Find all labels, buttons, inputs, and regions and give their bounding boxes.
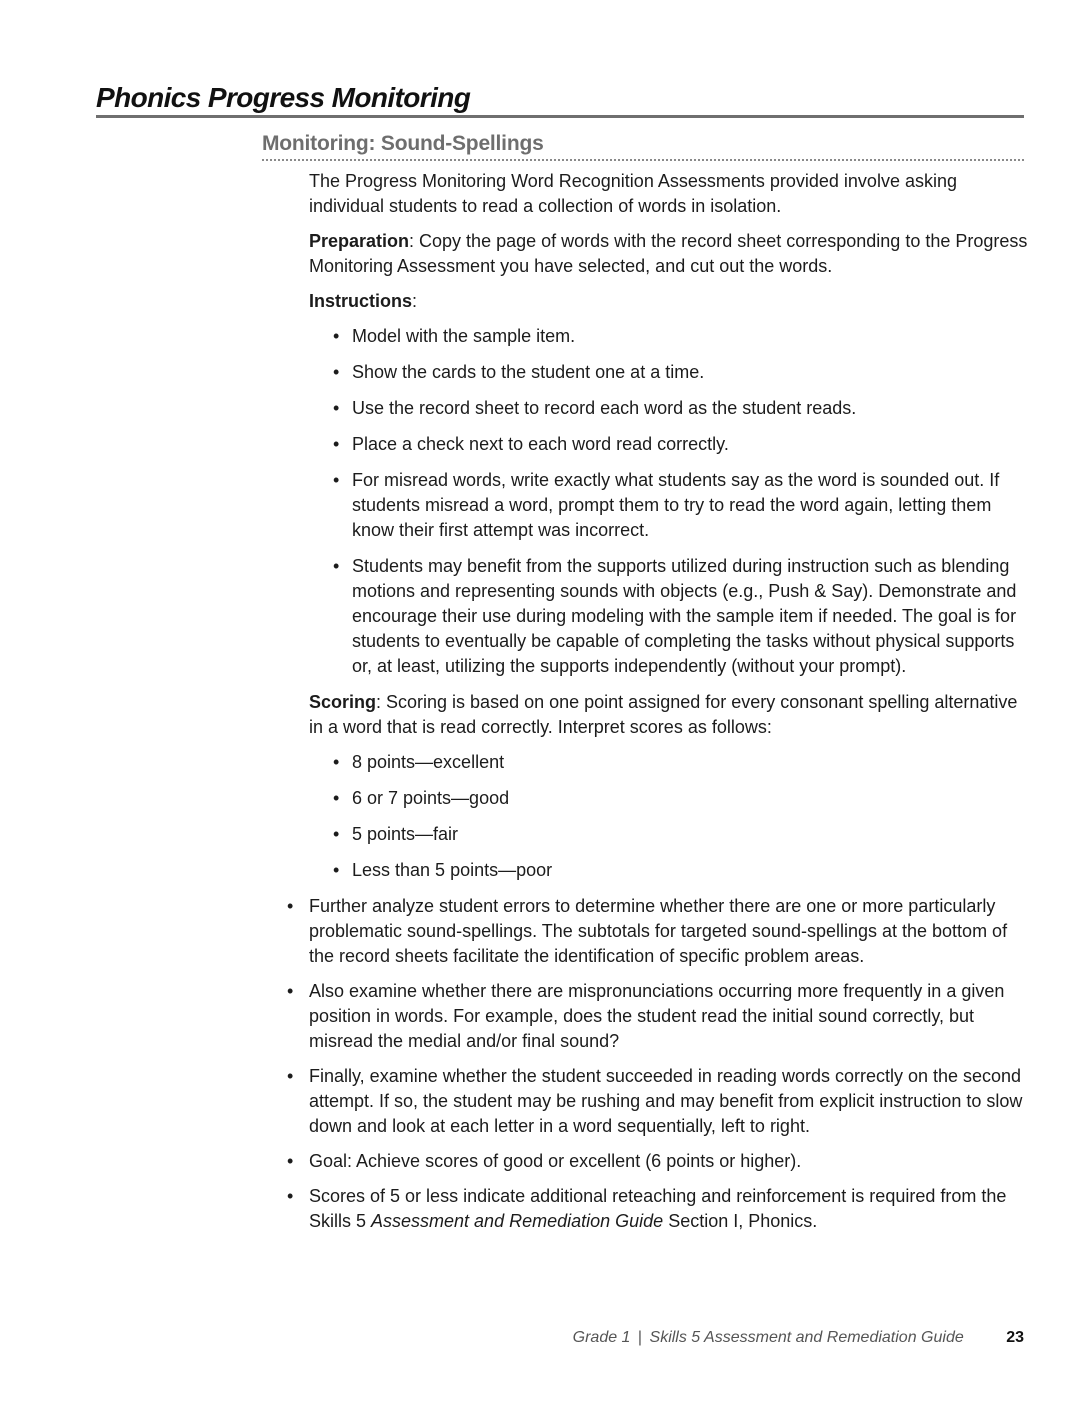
instruction-item: • Place a check next to each word read correctly. (333, 432, 1029, 457)
intro-paragraph: The Progress Monitoring Word Recognition Assessments provided involve asking individual students to read a collection of words in isolation. (309, 171, 957, 216)
section-divider (262, 159, 1024, 161)
scoring-label: Scoring (309, 692, 377, 712)
score-item: • 8 points—excellent (333, 750, 1029, 775)
section-body (309, 169, 1029, 1244)
guide-title: Assessment and Remediation Guide (371, 1211, 664, 1231)
instruction-item: • Model with the sample item. (333, 324, 1029, 349)
score-item: • 6 or 7 points—good (333, 786, 1029, 811)
scoring-list (309, 750, 1029, 883)
analysis-list (285, 894, 1029, 1234)
score-item: • 5 points—fair (333, 822, 1029, 847)
footer-guide-title: Skills 5 Assessment and Remediation Guide (649, 1329, 964, 1346)
page-title: Phonics Progress Monitoring (96, 82, 471, 113)
preparation-text: : Copy the page of words with the record sheet corresponding to the Progress Monitoring Assessment you have selected, and cut out the words. (309, 231, 1028, 276)
section-heading: Monitoring: Sound-Spellings (262, 132, 544, 155)
title-rule (96, 115, 1024, 118)
page-footer (573, 1327, 1024, 1349)
instruction-item: • Show the cards to the student one at a time. (333, 360, 1029, 385)
score-item: • Less than 5 points—poor (333, 858, 1029, 883)
scoring-text: : Scoring is based on one point assigned for every consonant spelling alternative in a word that is read correctly. Interpret scores as follows: (309, 692, 1018, 737)
analysis-item: • Goal: Achieve scores of good or excellent (6 points or higher). (285, 1149, 1029, 1174)
instructions-heading: Instructions: (309, 291, 418, 311)
instruction-item: • For misread words, write exactly what students say as the word is sounded out. If students misread a word, prompt them to try to read the word again, letting them know their first attempt was incorrect. (333, 468, 1029, 543)
instructions-list (309, 324, 1029, 679)
page-number: 23 (1006, 1329, 1024, 1346)
scoring-paragraph (309, 690, 1029, 740)
analysis-item: • Further analyze student errors to determine whether there are one or more particularly problematic sound-spellings. The subtotals for targeted sound-spellings at the bottom of the record sheets facilitate the identification of specific problem areas. (285, 894, 1029, 969)
footer-grade: Grade 1 (572, 1329, 631, 1346)
preparation-label: Preparation (309, 231, 410, 251)
analysis-item: • Finally, examine whether the student succeeded in reading words correctly on the second attempt. If so, the student may be rushing and may benefit from explicit instruction to slow down and look at each letter in a word sequentially, left to right. (285, 1064, 1029, 1139)
instructions-label: Instructions (309, 291, 413, 311)
preparation-paragraph (309, 229, 1029, 279)
instruction-item: • Use the record sheet to record each word as the student reads. (333, 396, 1029, 421)
footer-separator: | (637, 1329, 643, 1346)
analysis-item: • Also examine whether there are mispronunciations occurring more frequently in a given position in words. For example, does the student read the initial sound correctly, but misread the medial and/or final sound? (285, 979, 1029, 1054)
analysis-item-final: • Scores of 5 or less indicate additional reteaching and reinforcement is required from the Skills 5 Assessment and Remediation Guide Section I, Phonics. (285, 1184, 1029, 1234)
instruction-item: • Students may benefit from the supports utilized during instruction such as blending motions and representing sounds with objects (e.g., Push & Say). Demonstrate and encourage their use during modeling with the sample item if needed. The goal is for students to eventually be capable of completing the tasks without physical supports or, at least, utilizing the supports independently (without your prompt). (333, 554, 1029, 679)
